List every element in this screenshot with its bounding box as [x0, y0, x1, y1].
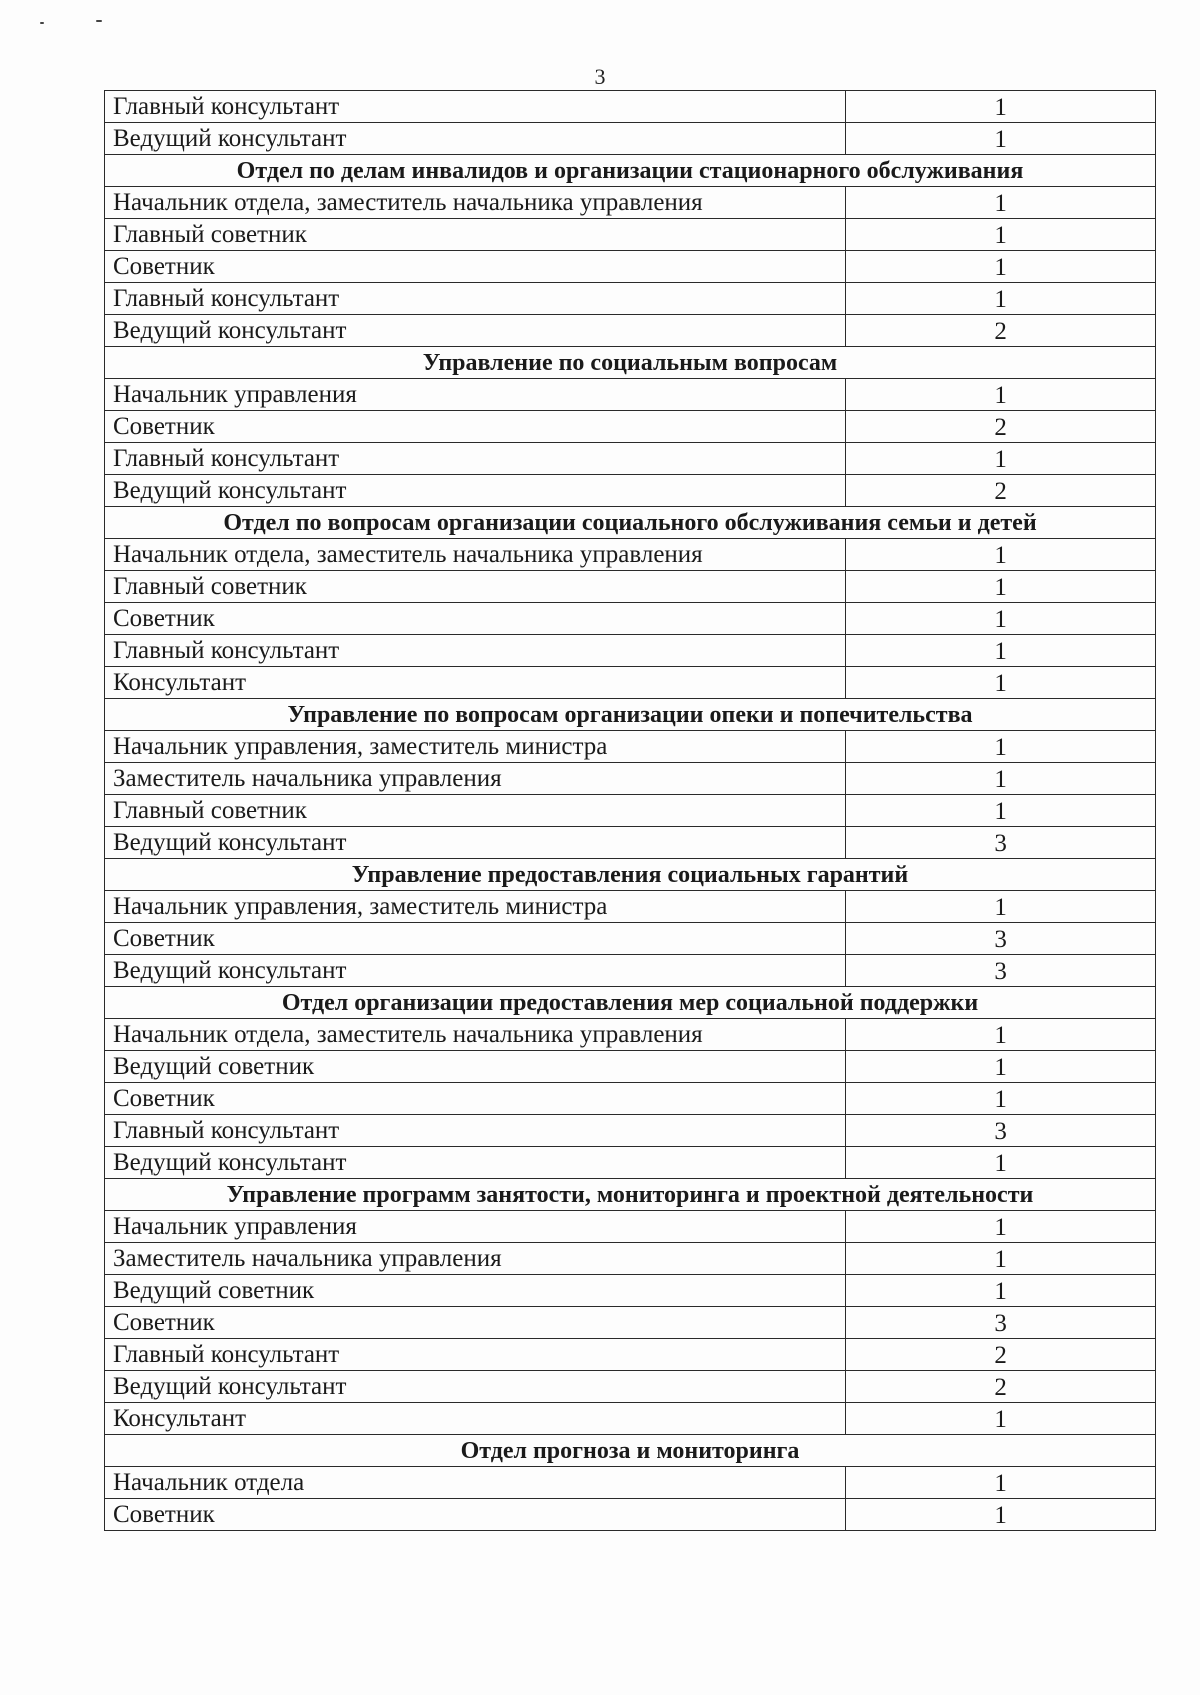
- position-title: Заместитель начальника управления: [105, 1243, 846, 1275]
- page-number: 3: [594, 64, 606, 89]
- position-count: 1: [846, 539, 1156, 571]
- table-row: [105, 1211, 1156, 1243]
- table-row: [105, 1243, 1156, 1275]
- position-count: 1: [846, 251, 1156, 283]
- table-row: [105, 1403, 1156, 1435]
- position-count: 1: [846, 91, 1156, 123]
- position-count: 1: [846, 1275, 1156, 1307]
- position-title: Начальник отдела, заместитель начальника управления: [105, 187, 846, 219]
- table-row: [105, 603, 1156, 635]
- table-row: [105, 443, 1156, 475]
- position-title: Главный советник: [105, 571, 846, 603]
- position-count: 3: [846, 1115, 1156, 1147]
- position-title: Ведущий консультант: [105, 827, 846, 859]
- table-row: [105, 123, 1156, 155]
- position-title: Главный консультант: [105, 1115, 846, 1147]
- section-title: Отдел по делам инвалидов и организации стационарного обслуживания: [105, 155, 1156, 187]
- table-row: [105, 539, 1156, 571]
- section-header-row: [105, 859, 1156, 891]
- section-header-row: [105, 699, 1156, 731]
- position-title: Главный консультант: [105, 635, 846, 667]
- position-count: 3: [846, 923, 1156, 955]
- position-count: 1: [846, 763, 1156, 795]
- position-title: Главный советник: [105, 219, 846, 251]
- position-count: 1: [846, 1243, 1156, 1275]
- position-title: Советник: [105, 1083, 846, 1115]
- position-title: Консультант: [105, 667, 846, 699]
- section-header-row: [105, 155, 1156, 187]
- table-row: [105, 571, 1156, 603]
- scan-speck: [40, 22, 44, 24]
- table-row: [105, 1467, 1156, 1499]
- table-row: [105, 955, 1156, 987]
- position-count: 1: [846, 635, 1156, 667]
- position-title: Начальник отдела: [105, 1467, 846, 1499]
- table-row: [105, 1339, 1156, 1371]
- section-title: Управление предоставления социальных гарантий: [105, 859, 1156, 891]
- section-title: Управление программ занятости, мониторинга и проектной деятельности: [105, 1179, 1156, 1211]
- position-count: 3: [846, 955, 1156, 987]
- position-title: Консультант: [105, 1403, 846, 1435]
- table-row: [105, 1051, 1156, 1083]
- table-row: [105, 1147, 1156, 1179]
- table-row: [105, 411, 1156, 443]
- table-row: [105, 1019, 1156, 1051]
- position-count: 1: [846, 219, 1156, 251]
- position-title: Начальник отдела, заместитель начальника управления: [105, 539, 846, 571]
- table-row: [105, 1499, 1156, 1531]
- table-row: [105, 827, 1156, 859]
- table-row: [105, 731, 1156, 763]
- position-title: Советник: [105, 603, 846, 635]
- section-header-row: [105, 987, 1156, 1019]
- table-row: [105, 1307, 1156, 1339]
- position-count: 1: [846, 283, 1156, 315]
- table-row: [105, 315, 1156, 347]
- position-count: 1: [846, 1019, 1156, 1051]
- position-title: Главный консультант: [105, 443, 846, 475]
- staff-positions-table: [104, 90, 1156, 1531]
- position-title: Главный консультант: [105, 91, 846, 123]
- position-count: 1: [846, 1083, 1156, 1115]
- position-count: 2: [846, 1339, 1156, 1371]
- position-title: Ведущий советник: [105, 1051, 846, 1083]
- position-count: 1: [846, 443, 1156, 475]
- position-count: 1: [846, 187, 1156, 219]
- table-row: [105, 667, 1156, 699]
- section-title: Отдел по вопросам организации социального обслуживания семьи и детей: [105, 507, 1156, 539]
- position-count: 1: [846, 1467, 1156, 1499]
- table-row: [105, 219, 1156, 251]
- position-count: 1: [846, 603, 1156, 635]
- position-count: 1: [846, 731, 1156, 763]
- section-title: Отдел прогноза и мониторинга: [105, 1435, 1156, 1467]
- section-header-row: [105, 1435, 1156, 1467]
- position-title: Ведущий советник: [105, 1275, 846, 1307]
- section-title: Управление по вопросам организации опеки и попечительства: [105, 699, 1156, 731]
- position-title: Начальник управления: [105, 379, 846, 411]
- position-title: Заместитель начальника управления: [105, 763, 846, 795]
- section-title: Управление по социальным вопросам: [105, 347, 1156, 379]
- position-count: 1: [846, 667, 1156, 699]
- position-title: Начальник управления, заместитель министра: [105, 731, 846, 763]
- section-title: Отдел организации предоставления мер социальной поддержки: [105, 987, 1156, 1019]
- position-count: 2: [846, 315, 1156, 347]
- position-title: Главный советник: [105, 795, 846, 827]
- section-header-row: [105, 347, 1156, 379]
- table-row: [105, 475, 1156, 507]
- position-count: 1: [846, 571, 1156, 603]
- table-row: [105, 891, 1156, 923]
- table-row: [105, 1083, 1156, 1115]
- position-count: 3: [846, 1307, 1156, 1339]
- position-title: Советник: [105, 411, 846, 443]
- table-row: [105, 763, 1156, 795]
- position-title: Ведущий консультант: [105, 1147, 846, 1179]
- position-count: 3: [846, 827, 1156, 859]
- position-count: 1: [846, 1147, 1156, 1179]
- table-row: [105, 1115, 1156, 1147]
- table-row: [105, 283, 1156, 315]
- table-row: [105, 923, 1156, 955]
- table-row: [105, 1371, 1156, 1403]
- position-count: 1: [846, 1211, 1156, 1243]
- table-row: [105, 635, 1156, 667]
- position-count: 1: [846, 123, 1156, 155]
- position-count: 1: [846, 1403, 1156, 1435]
- table-row: [105, 187, 1156, 219]
- position-title: Главный консультант: [105, 1339, 846, 1371]
- table-row: [105, 1275, 1156, 1307]
- table-row: [105, 795, 1156, 827]
- position-title: Главный консультант: [105, 283, 846, 315]
- position-title: Советник: [105, 923, 846, 955]
- position-count: 1: [846, 891, 1156, 923]
- table-row: [105, 91, 1156, 123]
- table-row: [105, 379, 1156, 411]
- position-count: 2: [846, 411, 1156, 443]
- position-title: Советник: [105, 1499, 846, 1531]
- scan-speck: [96, 20, 102, 22]
- section-header-row: [105, 1179, 1156, 1211]
- position-count: 2: [846, 1371, 1156, 1403]
- position-title: Начальник управления, заместитель министра: [105, 891, 846, 923]
- position-count: 1: [846, 379, 1156, 411]
- section-header-row: [105, 507, 1156, 539]
- table-row: [105, 251, 1156, 283]
- position-title: Ведущий консультант: [105, 955, 846, 987]
- position-title: Ведущий консультант: [105, 123, 846, 155]
- position-title: Начальник отдела, заместитель начальника управления: [105, 1019, 846, 1051]
- position-count: 2: [846, 475, 1156, 507]
- position-title: Ведущий консультант: [105, 1371, 846, 1403]
- position-count: 1: [846, 795, 1156, 827]
- position-title: Ведущий консультант: [105, 475, 846, 507]
- position-title: Начальник управления: [105, 1211, 846, 1243]
- position-title: Советник: [105, 1307, 846, 1339]
- position-title: Советник: [105, 251, 846, 283]
- position-count: 1: [846, 1499, 1156, 1531]
- position-count: 1: [846, 1051, 1156, 1083]
- position-title: Ведущий консультант: [105, 315, 846, 347]
